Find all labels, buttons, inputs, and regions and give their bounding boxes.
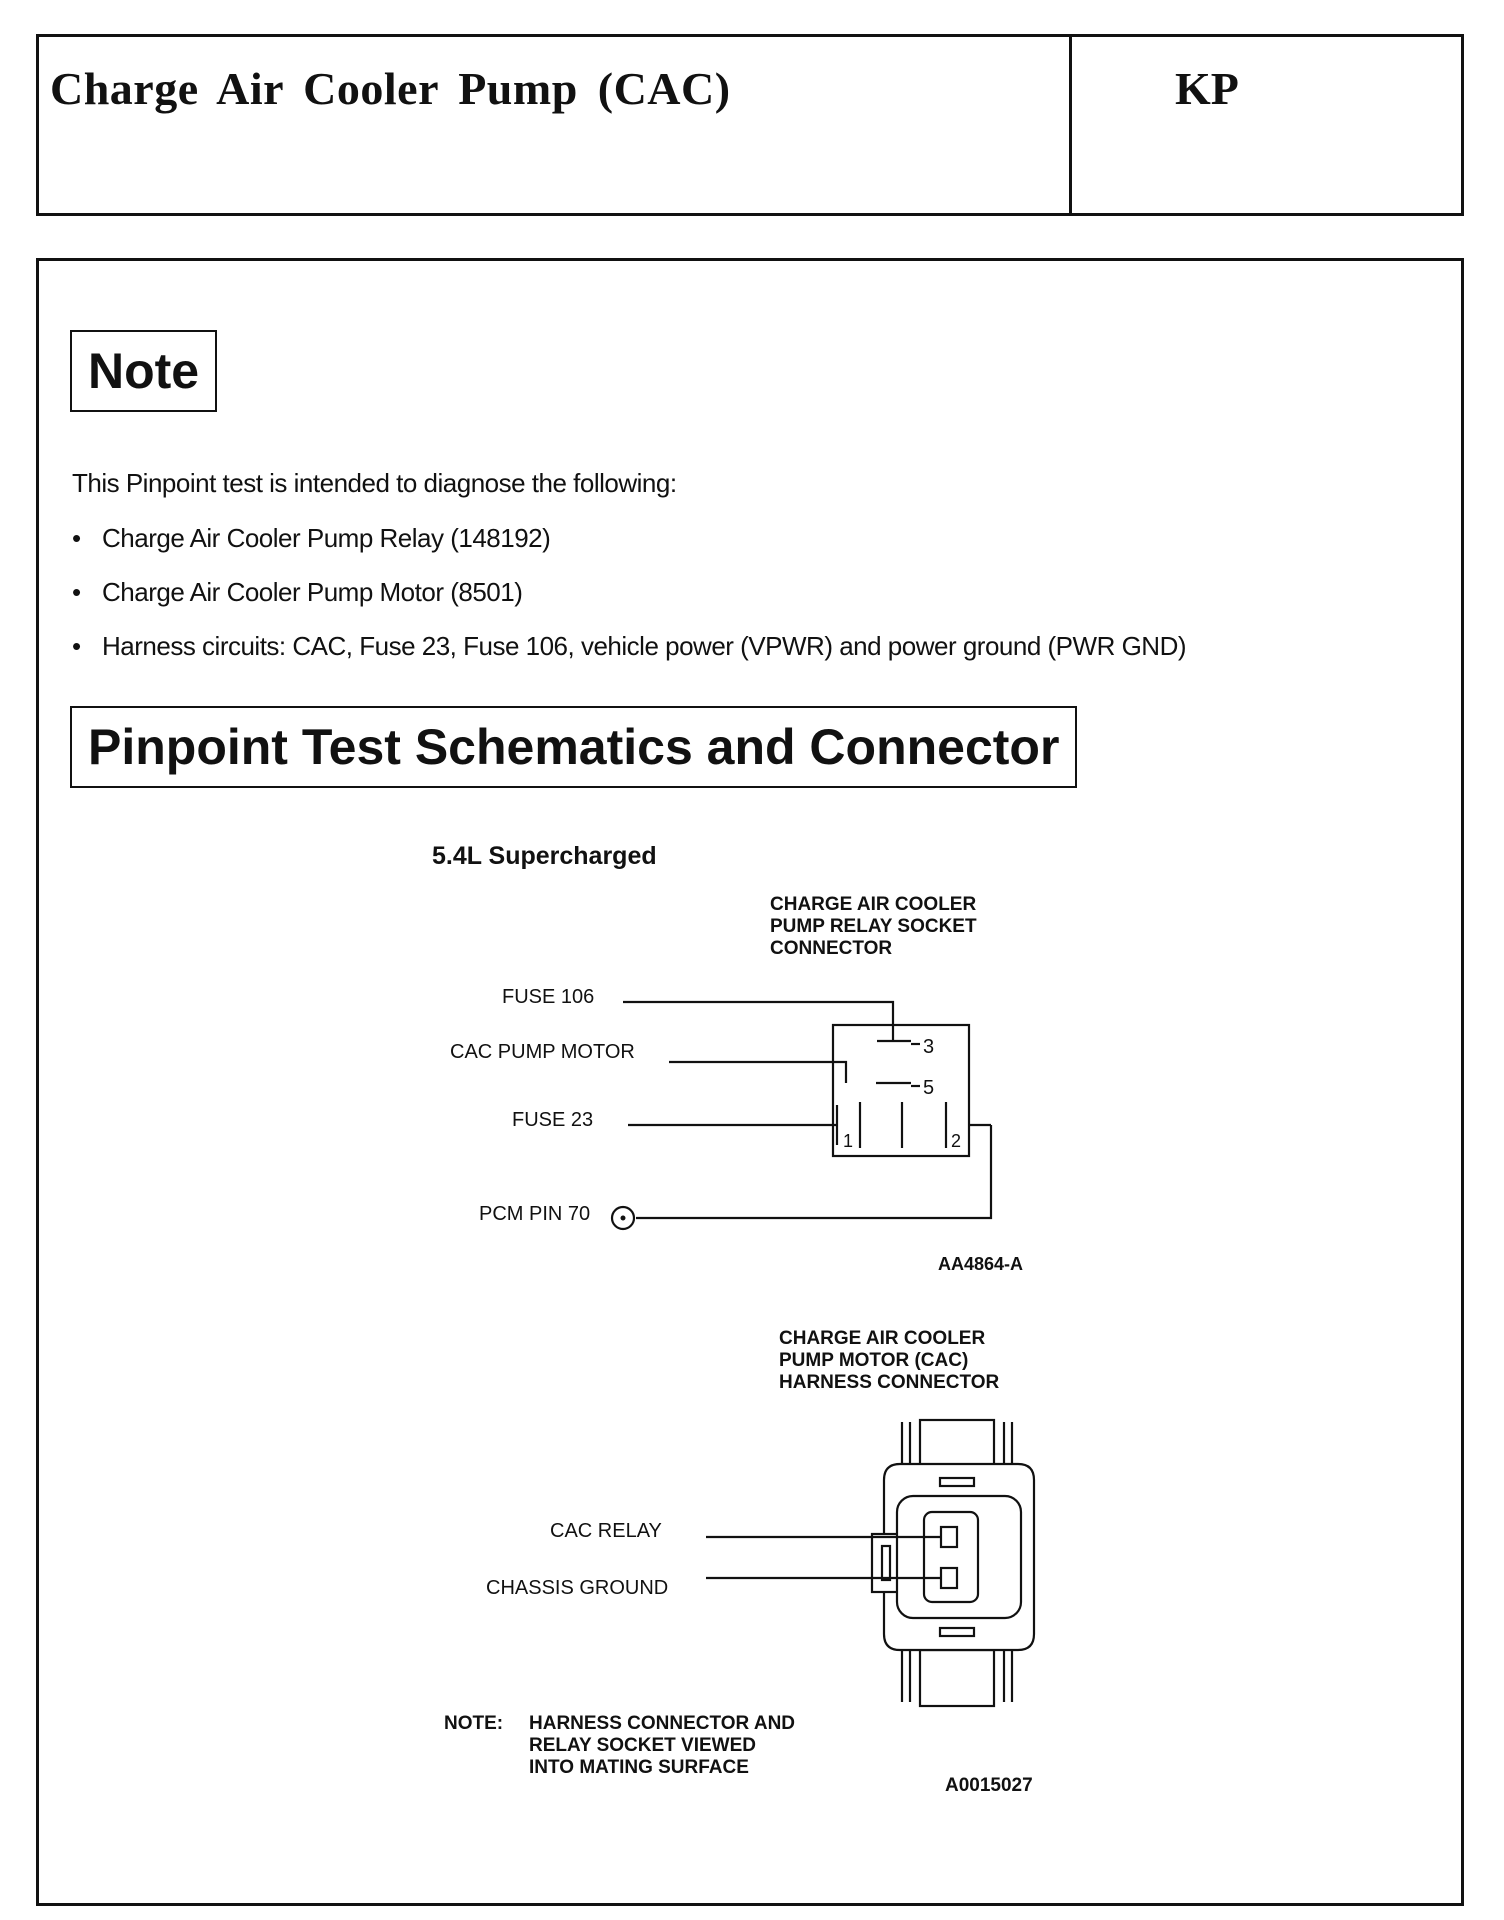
relay-title [770, 894, 977, 959]
relay-circuit-labels [450, 986, 635, 1225]
motor-figure-id: A0015027 [945, 1775, 1033, 1796]
pin-3-label: 3 [923, 1036, 935, 1058]
fuse-106-label: FUSE 106 [502, 986, 595, 1008]
motor-title-line: CHARGE AIR COOLER [779, 1328, 986, 1349]
list-item-text: Charge Air Cooler Pump Motor (8501) [102, 577, 523, 607]
wire-fuse-106 [623, 1002, 893, 1041]
fuse-23-label: FUSE 23 [512, 1109, 594, 1131]
relay-title-line: CHARGE AIR COOLER [770, 894, 977, 915]
viewing-note-line: RELAY SOCKET VIEWED [529, 1735, 756, 1756]
cac-pump-motor-label: CAC PUMP MOTOR [450, 1041, 635, 1063]
connector-side-lock [872, 1534, 898, 1592]
wire-pcm-pin-70 [636, 1125, 991, 1218]
viewing-note-line: INTO MATING SURFACE [529, 1757, 749, 1778]
pcm-pin-label: PCM PIN 70 [479, 1203, 591, 1225]
note-heading: Note [70, 330, 217, 412]
document-code: KP [1175, 63, 1239, 114]
motor-title-line: PUMP MOTOR (CAC) [779, 1350, 969, 1371]
motor-connector-drawing [706, 1420, 1034, 1706]
wire-cac-pump-motor [669, 1062, 846, 1083]
viewing-note-label: NOTE: [444, 1713, 504, 1734]
pcm-pin-dot [621, 1216, 626, 1221]
pin-2-label: 2 [951, 1131, 962, 1151]
relay-title-line: CONNECTOR [770, 938, 893, 959]
connector-inner-housing [897, 1496, 1021, 1618]
pin-1-label: 1 [843, 1131, 854, 1151]
motor-title-line: HARNESS CONNECTOR [779, 1372, 1000, 1393]
list-item-text: Harness circuits: CAC, Fuse 23, Fuse 106, vehicle power (VPWR) and power ground (PWR GND) [102, 631, 1186, 661]
chassis-ground-label: CHASSIS GROUND [486, 1577, 669, 1599]
bullet-icon: • [72, 577, 81, 607]
pin-5-label: 5 [923, 1077, 935, 1099]
motor-title [779, 1328, 1000, 1393]
relay-figure-id: AA4864-A [938, 1254, 1024, 1274]
viewing-note-line: HARNESS CONNECTOR AND [529, 1713, 796, 1734]
bullet-icon: • [72, 631, 81, 661]
document-title: Charge Air Cooler Pump (CAC) [50, 63, 731, 114]
list-item-text: Charge Air Cooler Pump Relay (148192) [102, 523, 551, 553]
relay-title-line: PUMP RELAY SOCKET [770, 916, 977, 937]
relay-socket-drawing [612, 1002, 991, 1229]
bullet-icon: • [72, 523, 81, 553]
section-heading: Pinpoint Test Schematics and Connector [70, 706, 1077, 788]
cac-relay-label: CAC RELAY [550, 1520, 662, 1542]
viewing-note [444, 1713, 795, 1778]
connector-bottom-latch [920, 1650, 994, 1706]
engine-label: 5.4L Supercharged [432, 842, 657, 870]
note-intro: This Pinpoint test is intended to diagnose the following: [72, 468, 677, 498]
